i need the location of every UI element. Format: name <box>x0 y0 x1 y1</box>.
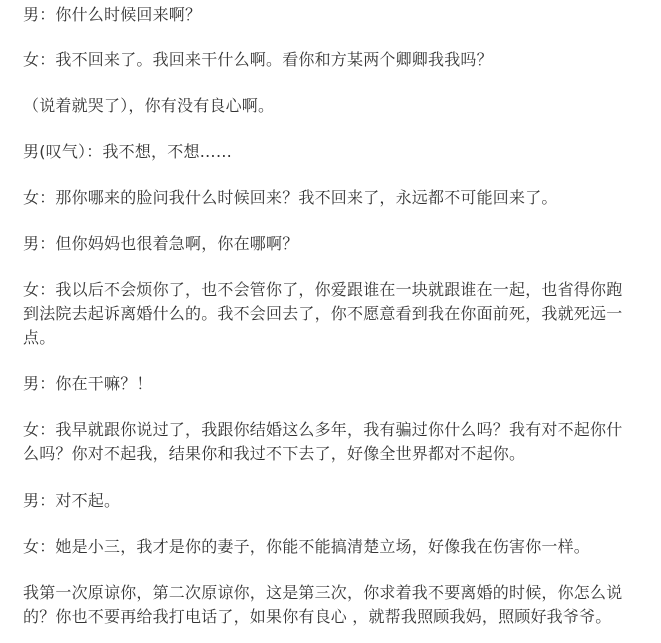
dialogue-paragraph: 女：她是小三，我才是你的妻子，你能不能搞清楚立场，好像我在伤害你一样。 <box>23 537 591 556</box>
dialogue-paragraph: 女：我以后不会烦你了，也不会管你了，你爱跟谁在一块就跟谁在一起，也省得你跑到法院去起诉离婚什么的。我不会回去了，你不愿意看到我在你面前死，我就死远一点。 <box>23 280 623 347</box>
dialogue-paragraph: （说着就哭了），你有没有良心啊。 <box>23 96 275 115</box>
dialogue-paragraph: 女：我早就跟你说过了，我跟你结婚这么多年，我有骗过你什么吗？我有对不起你什么吗？你对不起我，结果你和我过不下去了，好像全世界都对不起你。 <box>23 420 623 463</box>
dialogue-paragraph: 男：你什么时候回来啊？ <box>23 5 202 24</box>
dialogue-paragraph: 男：你在干嘛？！ <box>23 374 153 393</box>
dialogue-paragraph: 女：那你哪来的脸问我什么时候回来？我不回来了，永远都不可能回来了。 <box>23 188 558 207</box>
dialogue-paragraph: 男：对不起。 <box>23 491 121 510</box>
dialogue-paragraph: 男：但你妈妈也很着急啊，你在哪啊？ <box>23 234 299 253</box>
dialogue-paragraph: 女：我不回来了。我回来干什么啊。看你和方某两个卿卿我我吗？ <box>23 50 493 69</box>
dialogue-paragraph: 男(叹气）：我不想，不想…… <box>23 142 233 161</box>
dialogue-paragraph: 我第一次原谅你，第二次原谅你，这是第三次，你求着我不要离婚的时候，你怎么说的？你也不要再给我打电话了，如果你有良心 ，就帮我照顾我妈，照顾好我爷爷。 <box>23 583 623 626</box>
